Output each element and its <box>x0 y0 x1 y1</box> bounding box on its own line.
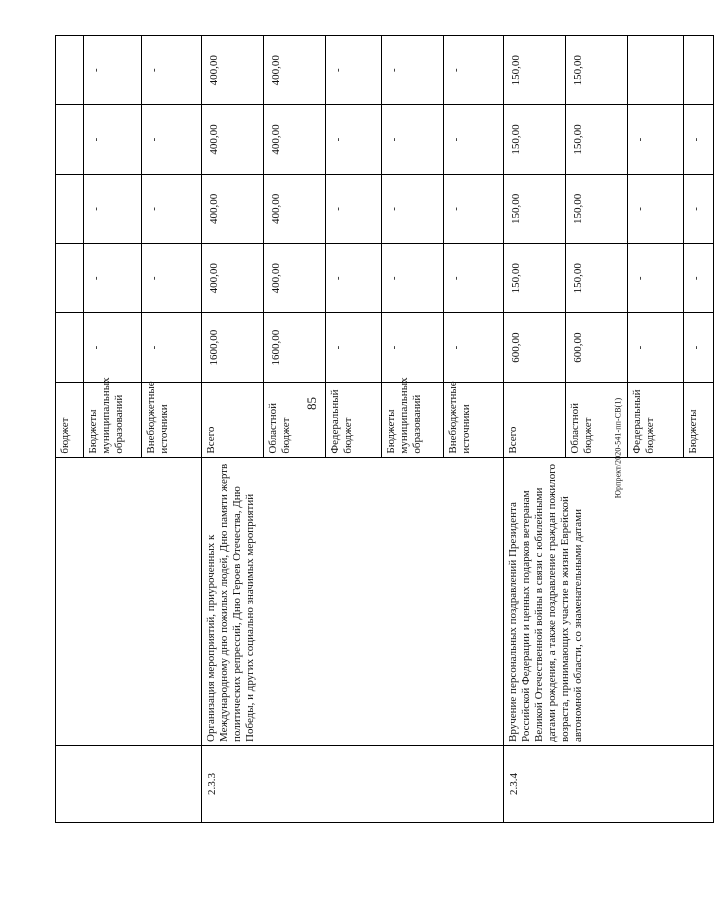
amount-cell: 400,00 <box>264 174 326 243</box>
amount-cell: - <box>628 244 684 313</box>
funding-source-cell: Областной бюджет <box>566 382 628 457</box>
amount-cell <box>684 36 714 105</box>
amount-cell: 400,00 <box>264 105 326 174</box>
amount-cell: - <box>326 174 382 243</box>
amount-cell: - <box>684 313 714 382</box>
amount-cell: - <box>628 313 684 382</box>
table-row <box>202 36 264 823</box>
amount-cell: - <box>142 105 202 174</box>
amount-cell <box>628 36 684 105</box>
amount-cell: 400,00 <box>202 36 264 105</box>
amount-cell: - <box>382 244 444 313</box>
amount-cell: - <box>326 244 382 313</box>
budget-table <box>55 35 714 823</box>
amount-cell: 1600,00 <box>202 313 264 382</box>
funding-source-cell: Всего <box>504 382 566 457</box>
funding-source-cell: Всего <box>202 382 264 457</box>
amount-cell: - <box>444 105 504 174</box>
table-row <box>504 36 566 823</box>
amount-cell: 400,00 <box>264 36 326 105</box>
amount-cell: 400,00 <box>264 244 326 313</box>
amount-cell: - <box>382 313 444 382</box>
amount-cell <box>56 313 84 382</box>
amount-cell: - <box>684 105 714 174</box>
amount-cell: 400,00 <box>202 244 264 313</box>
amount-cell: 150,00 <box>566 105 628 174</box>
amount-cell <box>56 105 84 174</box>
amount-cell: 1600,00 <box>264 313 326 382</box>
amount-cell: - <box>382 36 444 105</box>
amount-cell: - <box>84 36 142 105</box>
measure-name-cell: Организация мероприятий, приуроченных к Международному дню пожилых людей, Дню памяти жертв политических репрессий, Дню Героев Отечества, Дню Победы, и других социально значимых мероприятий <box>202 457 504 745</box>
page-number: 85 <box>304 397 319 410</box>
amount-cell: - <box>628 174 684 243</box>
amount-cell: - <box>142 36 202 105</box>
amount-cell: - <box>142 174 202 243</box>
amount-cell: - <box>84 244 142 313</box>
funding-source-cell: Внебюджетные источники <box>444 382 504 457</box>
measure-code-cell: 2.3.4 <box>504 745 714 822</box>
amount-cell: - <box>382 174 444 243</box>
amount-cell: - <box>84 313 142 382</box>
amount-cell <box>56 174 84 243</box>
amount-cell: 150,00 <box>504 174 566 243</box>
amount-cell <box>56 36 84 105</box>
amount-cell: 150,00 <box>566 174 628 243</box>
document-code: Юрпрект/2020-541-пп-СВ(1) <box>613 397 623 499</box>
measure-name-cell: Вручение персональных поздравлений Президента Российской Федерации и ценных подарков ветеранам Великой Отечественной войны в связи с юбилейными датами рождения, а также поздравление граждан пожилого возраста, принимающих участие в жизни Еврейской автономной области, со знаменательными датами <box>504 457 714 745</box>
amount-cell: - <box>84 174 142 243</box>
amount-cell: 150,00 <box>504 36 566 105</box>
amount-cell: - <box>326 313 382 382</box>
funding-source-cell: Бюджеты муниципальных образований <box>382 382 444 457</box>
funding-source-cell: Федеральный бюджет <box>628 382 684 457</box>
amount-cell: 150,00 <box>504 105 566 174</box>
funding-source-cell: Федеральный бюджет <box>326 382 382 457</box>
measure-code-cell: 2.3.3 <box>202 745 504 822</box>
amount-cell: 150,00 <box>566 36 628 105</box>
amount-cell: - <box>444 36 504 105</box>
amount-cell: - <box>628 105 684 174</box>
amount-cell: - <box>444 313 504 382</box>
amount-cell <box>56 244 84 313</box>
table-row <box>56 36 84 823</box>
amount-cell: - <box>84 105 142 174</box>
amount-cell: - <box>142 244 202 313</box>
amount-cell: 150,00 <box>566 244 628 313</box>
funding-source-cell: Внебюджетные источники <box>142 382 202 457</box>
amount-cell: - <box>444 244 504 313</box>
amount-cell: 600,00 <box>566 313 628 382</box>
funding-source-cell: Бюджеты <box>684 382 714 457</box>
amount-cell: 400,00 <box>202 105 264 174</box>
amount-cell: - <box>326 36 382 105</box>
amount-cell: 150,00 <box>504 244 566 313</box>
amount-cell: - <box>684 174 714 243</box>
amount-cell: - <box>684 244 714 313</box>
amount-cell: - <box>444 174 504 243</box>
amount-cell: - <box>326 105 382 174</box>
amount-cell: - <box>382 105 444 174</box>
funding-source-cell: Областной бюджет <box>264 382 326 457</box>
funding-source-cell: Бюджеты муниципальных образований <box>84 382 142 457</box>
funding-source-cell: бюджет <box>56 382 84 457</box>
amount-cell: - <box>142 313 202 382</box>
amount-cell: 600,00 <box>504 313 566 382</box>
measure-code-cell <box>56 745 202 822</box>
amount-cell: 400,00 <box>202 174 264 243</box>
measure-name-cell <box>56 457 202 745</box>
